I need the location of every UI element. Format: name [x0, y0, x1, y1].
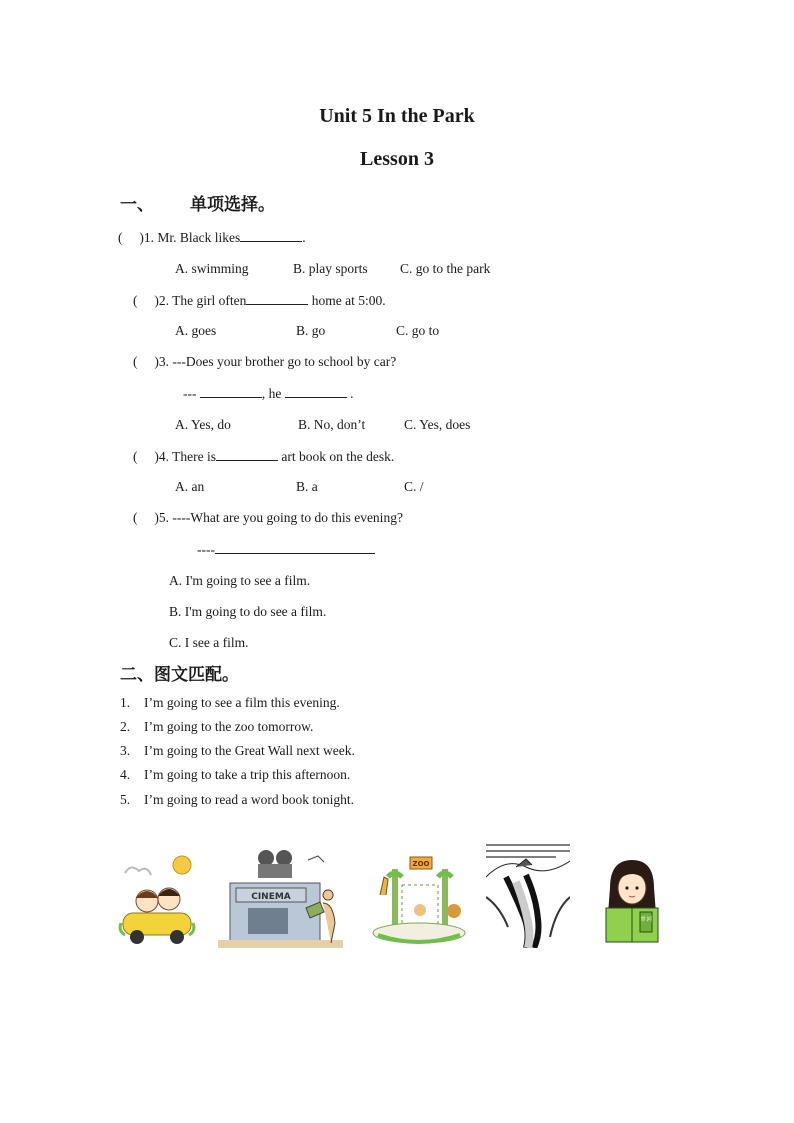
page-subtitle: Lesson 3	[360, 148, 434, 170]
q3-option-b[interactable]: B. No, don’t	[298, 417, 366, 432]
q2-option-a[interactable]: A. goes	[175, 323, 217, 338]
question-1: ( )1. Mr. Black likes .	[118, 230, 306, 245]
word-book-label: 单词	[639, 916, 653, 923]
question-3-answer: --- , he .	[183, 386, 354, 401]
match-item-2: 2. I’m going to the zoo tomorrow.	[120, 719, 314, 734]
q4-option-a[interactable]: A. an	[175, 479, 205, 494]
great-wall-picture[interactable]	[486, 837, 570, 948]
match-item-5: 5. I’m going to read a word book tonight.	[120, 792, 354, 807]
cinema-picture[interactable]	[218, 848, 343, 948]
match-item-4: 4. I’m going to take a trip this afternoon.	[120, 767, 351, 782]
answer-paren[interactable]: ( )	[133, 510, 159, 525]
fill-blank[interactable]	[240, 229, 302, 242]
q5-option-b[interactable]: B. I'm going to do see a film.	[169, 604, 327, 619]
q4-option-c[interactable]: C. /	[404, 479, 424, 494]
answer-paren[interactable]: ( )	[118, 230, 144, 245]
zoo-sign-text: ZOO	[412, 860, 430, 868]
match-item-3: 3. I’m going to the Great Wall next week.	[120, 743, 355, 758]
zoo-picture[interactable]	[370, 855, 468, 947]
question-2: ( )2. The girl often home at 5:00.	[133, 293, 386, 308]
answer-paren[interactable]: ( )	[133, 449, 159, 464]
question-3: ( )3. ---Does your brother go to school by car?	[133, 354, 397, 369]
q4-option-b[interactable]: B. a	[296, 479, 318, 494]
q1-option-a[interactable]: A. swimming	[175, 261, 249, 276]
answer-paren[interactable]: ( )	[133, 293, 159, 308]
fill-blank[interactable]	[285, 385, 347, 398]
fill-blank[interactable]	[200, 385, 262, 398]
question-5-answer: ----	[197, 541, 375, 558]
fill-blank[interactable]	[215, 541, 375, 554]
fill-blank[interactable]	[216, 448, 278, 461]
answer-paren[interactable]: ( )	[133, 354, 159, 369]
q5-option-a[interactable]: A. I'm going to see a film.	[169, 573, 311, 588]
q2-option-b[interactable]: B. go	[296, 323, 326, 338]
q2-option-c[interactable]: C. go to	[396, 323, 440, 338]
girl-reading-picture[interactable]	[600, 858, 664, 944]
section1-number: 一、	[120, 195, 154, 214]
q1-option-b[interactable]: B. play sports	[293, 261, 368, 276]
q3-option-c[interactable]: C. Yes, does	[404, 417, 471, 432]
section2-heading: 二、图文匹配。	[120, 665, 239, 684]
cinema-sign-text: CINEMA	[251, 892, 291, 902]
trip-car-picture[interactable]	[117, 853, 197, 948]
fill-blank[interactable]	[246, 292, 308, 305]
question-4: ( )4. There is art book on the desk.	[133, 449, 395, 464]
match-item-1: 1. I’m going to see a film this evening.	[120, 695, 340, 710]
section1-heading	[120, 190, 275, 215]
section1-title: 单项选择。	[190, 195, 275, 214]
q5-option-c[interactable]: C. I see a film.	[169, 635, 249, 650]
q1-option-c[interactable]: C. go to the park	[400, 261, 491, 276]
q3-option-a[interactable]: A. Yes, do	[175, 417, 231, 432]
page-title: Unit 5 In the Park	[319, 105, 475, 127]
question-5: ( )5. ----What are you going to do this evening?	[133, 510, 403, 525]
